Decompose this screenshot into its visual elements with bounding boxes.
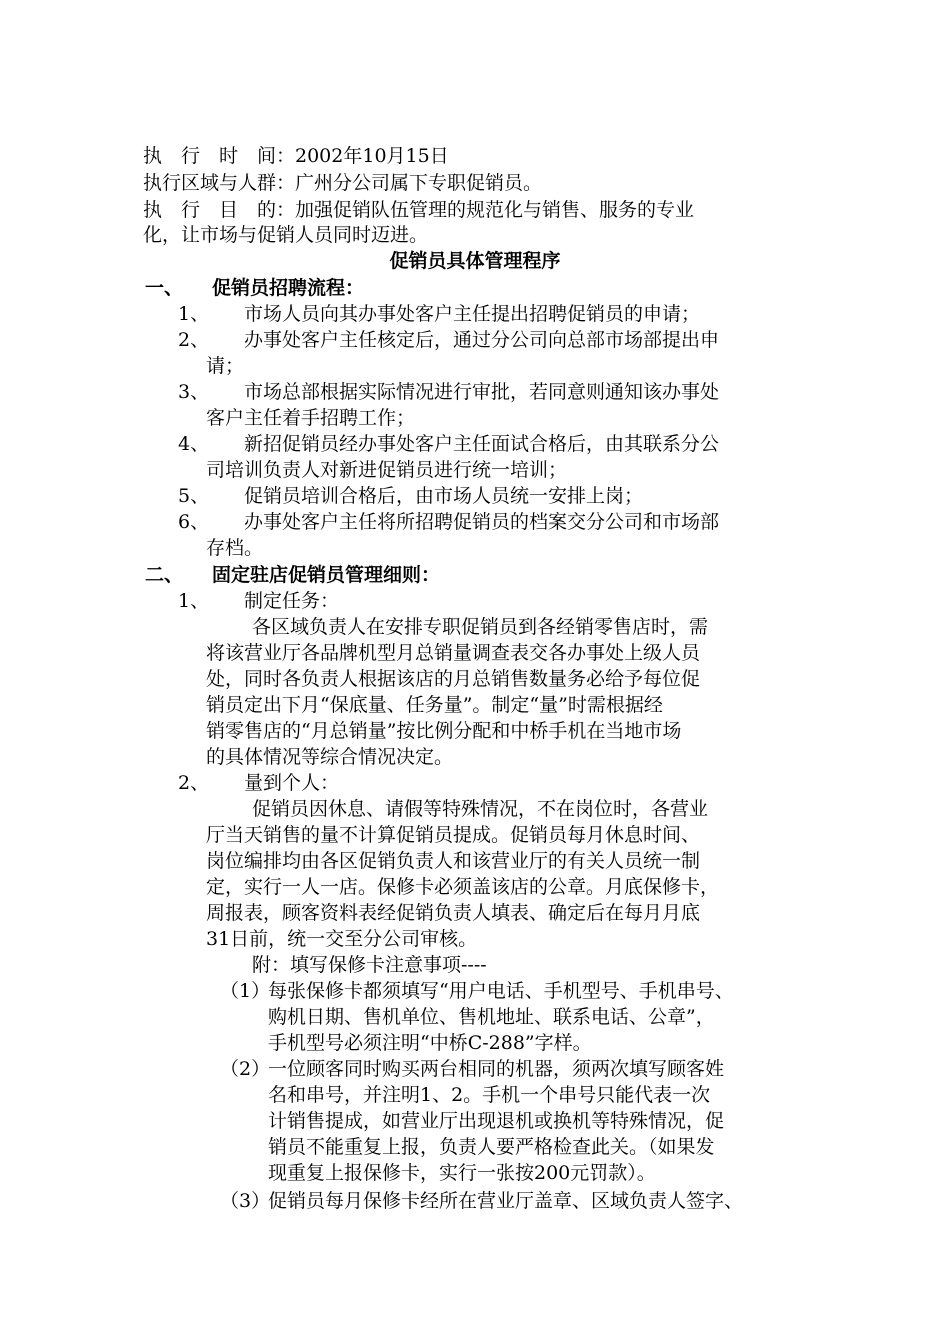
s1-item-5-number: 5、: [178, 485, 210, 507]
note-2-line-5: 现重复上报保修卡，实行一张按200元罚款）。: [268, 1162, 656, 1184]
exec-time-line: 执 行 时 间：2002年10月15日: [143, 145, 449, 167]
section-1-number: 一、: [145, 277, 184, 299]
note-2-line-4: 销员不能重复上报，负责人要严格检查此关。（如果发: [268, 1136, 715, 1158]
s1-item-6-text-2: 存档。: [206, 537, 264, 559]
section-2-number: 二、: [145, 564, 184, 586]
note-1-line-1: 每张保修卡都须填写“用户电话、手机型号、手机串号、: [268, 980, 734, 1002]
note-title: 附：填写保修卡注意事项----: [252, 954, 487, 976]
note-2-line-1: 一位顾客同时购买两台相同的机器，须两次填写顾客姓: [268, 1058, 725, 1080]
section-1-title: 促销员招聘流程：: [212, 277, 365, 299]
s2-sub-1-line-5: 销零售店的“月总销量”按比例分配和中桥手机在当地市场: [206, 720, 682, 742]
s1-item-6-text-1: 办事处客户主任将所招聘促销员的档案交分公司和市场部: [244, 511, 720, 533]
section-2-title: 固定驻店促销员管理细则：: [212, 564, 441, 586]
note-2-number: （2）: [220, 1058, 271, 1080]
s1-item-5-text: 促销员培训合格后，由市场人员统一安排上岗；: [244, 485, 644, 507]
s2-sub-1-line-6: 的具体情况等综合情况决定。: [206, 746, 454, 768]
s2-sub-1-line-1: 各区域负责人在安排专职促销员到各经销零售店时，需: [252, 616, 709, 638]
note-2-line-3: 计销售提成，如营业厅出现退机或换机等特殊情况，促: [268, 1110, 725, 1132]
s2-sub-2-number: 2、: [178, 772, 210, 794]
s1-item-3-text-1: 市场总部根据实际情况进行审批，若同意则通知该办事处: [244, 381, 720, 403]
s2-sub-1-line-3: 处，同时各负责人根据该店的月总销售数量务必给予每位促: [206, 668, 701, 690]
s1-item-2-text-2: 请；: [206, 355, 245, 377]
s1-item-2-text-1: 办事处客户主任核定后，通过分公司向总部市场部提出申: [244, 329, 720, 351]
s2-sub-2-line-5: 周报表，顾客资料表经促销负责人填表、确定后在每月月底: [206, 902, 701, 924]
s2-sub-2-line-1: 促销员因休息、请假等特殊情况，不在岗位时，各营业: [252, 798, 709, 820]
s2-sub-2-line-4: 定，实行一人一店。保修卡必须盖该店的公章。月底保修卡，: [206, 876, 720, 898]
exec-area-line: 执行区域与人群：广州分公司属下专职促销员。: [143, 172, 543, 194]
s2-sub-1-line-2: 将该营业厅各品牌机型月总销量调查表交各办事处上级人员: [206, 642, 701, 664]
s1-item-4-text-2: 司培训负责人对新进促销员进行统一培训；: [206, 459, 568, 481]
doc-title: 促销员具体管理程序: [389, 250, 561, 272]
note-2-line-2: 名和串号，并注明1、2。手机一个串号只能代表一次: [268, 1084, 711, 1106]
s2-sub-1-number: 1、: [178, 590, 210, 612]
s2-sub-2-line-3: 岗位编排均由各区促销负责人和该营业厅的有关人员统一制: [206, 850, 701, 872]
s1-item-6-number: 6、: [178, 511, 210, 533]
s1-item-3-text-2: 客户主任着手招聘工作；: [206, 407, 416, 429]
note-3-number: （3）: [220, 1190, 271, 1212]
note-1-line-3: 手机型号必须注明“中桥C-288”字样。: [268, 1032, 592, 1054]
s2-sub-2-title: 量到个人：: [244, 772, 340, 794]
s2-sub-1-line-4: 销员定出下月“保底量、任务量”。制定“量”时需根据经: [206, 694, 663, 716]
s2-sub-1-title: 制定任务：: [244, 590, 340, 612]
exec-goal-line-2: 化，让市场与促销人员同时迈进。: [143, 224, 429, 246]
s1-item-2-number: 2、: [178, 329, 210, 351]
s2-sub-2-line-2: 厅当天销售的量不计算促销员提成。促销员每月休息时间、: [206, 824, 701, 846]
s2-sub-2-line-6: 31日前，统一交至分公司审核。: [206, 928, 478, 950]
note-1-number: （1）: [220, 980, 271, 1002]
s1-item-1-text: 市场人员向其办事处客户主任提出招聘促销员的申请；: [244, 303, 701, 325]
s1-item-4-number: 4、: [178, 433, 210, 455]
s1-item-1-number: 1、: [178, 303, 210, 325]
s1-item-4-text-1: 新招促销员经办事处客户主任面试合格后，由其联系分公: [244, 433, 720, 455]
exec-goal-line-1: 执 行 目 的：加强促销队伍管理的规范化与销售、服务的专业: [143, 199, 695, 221]
note-1-line-2: 购机日期、售机单位、售机地址、联系电话、公章”，: [268, 1006, 715, 1028]
s1-item-3-number: 3、: [178, 381, 210, 403]
note-3-line-1: 促销员每月保修卡经所在营业厅盖章、区域负责人签字、: [268, 1190, 744, 1212]
